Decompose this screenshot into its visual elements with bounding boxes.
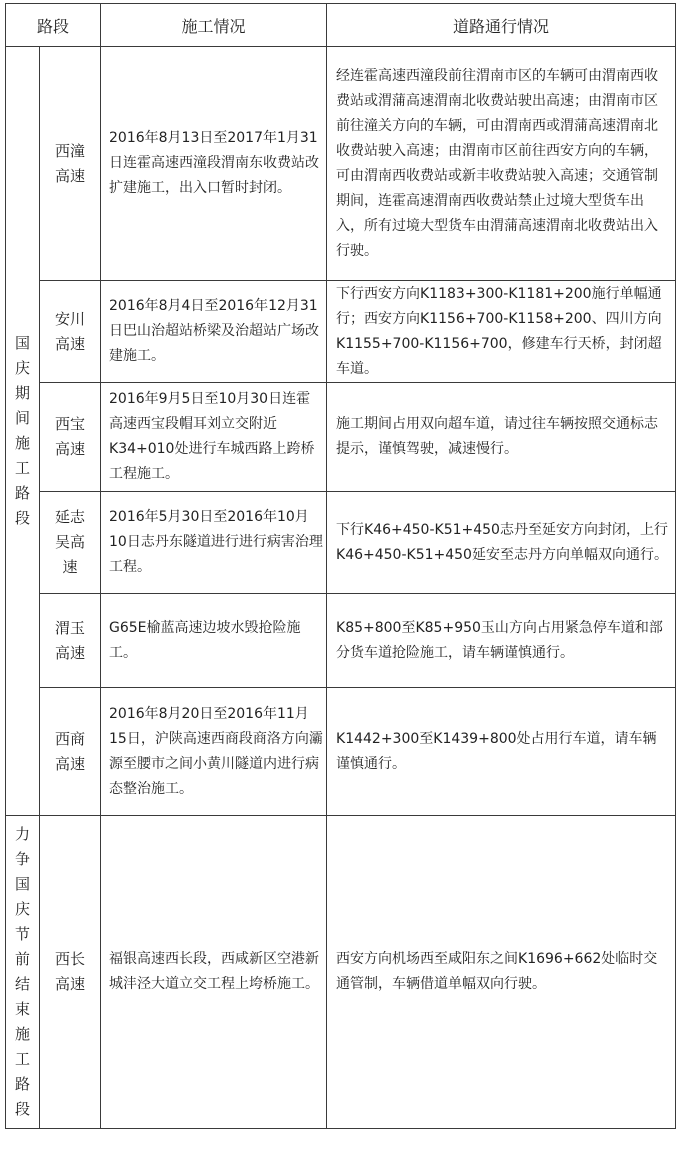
header-construction: 施工情况 [101, 4, 327, 47]
traffic-cell: K1442+300至K1439+800处占用行车道，请车辆谨慎通行。 [327, 688, 676, 816]
header-section: 路段 [6, 4, 101, 47]
table-row [6, 688, 676, 816]
table-row [6, 594, 676, 688]
table-row [6, 47, 676, 281]
group-label: 国 庆 期 间 施 工 路 段 [6, 47, 40, 816]
table-row [6, 816, 676, 1129]
traffic-cell: 下行西安方向K1183+300-K1181+200施行单幅通行；西安方向K1156+700-K1158+200、四川方向K1155+700-K1156+700，修建车行天桥，封闭超车道。 [327, 281, 676, 383]
construction-table [5, 3, 676, 1129]
construction-cell: 2016年5月30日至2016年10月10日志丹东隧道进行进行病害治理工程。 [101, 492, 327, 594]
traffic-cell: 下行K46+450-K51+450志丹至延安方向封闭，上行K46+450-K51+450延安至志丹方向单幅双向通行。 [327, 492, 676, 594]
table-row [6, 492, 676, 594]
construction-cell: 2016年9月5日至10月30日连霍高速西宝段帽耳刘立交附近K34+010处进行车城西路上跨桥工程施工。 [101, 383, 327, 492]
road-name: 延志 吴高 速 [40, 492, 101, 594]
construction-cell: G65E榆蓝高速边坡水毁抢险施工。 [101, 594, 327, 688]
construction-cell: 2016年8月4日至2016年12月31日巴山治超站桥梁及治超站广场改建施工。 [101, 281, 327, 383]
road-name: 西商 高速 [40, 688, 101, 816]
group-label: 力 争 国 庆 节 前 结 束 施 工 路 段 [6, 816, 40, 1129]
header-traffic: 道路通行情况 [327, 4, 676, 47]
table-row [6, 281, 676, 383]
traffic-cell: 施工期间占用双向超车道，请过往车辆按照交通标志提示，谨慎驾驶，减速慢行。 [327, 383, 676, 492]
construction-cell: 2016年8月20日至2016年11月15日，沪陕高速西商段商洛方向灞源至腰市之间小黄川隧道内进行病态整治施工。 [101, 688, 327, 816]
traffic-cell: K85+800至K85+950玉山方向占用紧急停车道和部分货车道抢险施工，请车辆谨慎通行。 [327, 594, 676, 688]
traffic-cell: 经连霍高速西潼段前往渭南市区的车辆可由渭南西收费站或渭蒲高速渭南北收费站驶出高速；由渭南市区前往潼关方向的车辆，可由渭南西或渭蒲高速渭南北收费站驶入高速；由渭南市区前往西安方向的车辆，可由渭南西收费站或新丰收费站驶入高速；交通管制期间，连霍高速渭南西收费站禁止过境大型货车出入，所有过境大型货车由渭蒲高速渭南北收费站出入行驶。 [327, 47, 676, 281]
road-name: 西宝 高速 [40, 383, 101, 492]
traffic-cell: 西安方向机场西至咸阳东之间K1696+662处临时交通管制，车辆借道单幅双向行驶。 [327, 816, 676, 1129]
construction-cell: 福银高速西长段，西咸新区空港新城沣泾大道立交工程上垮桥施工。 [101, 816, 327, 1129]
table-row [6, 383, 676, 492]
road-name: 西长 高速 [40, 816, 101, 1129]
construction-cell: 2016年8月13日至2017年1月31日连霍高速西潼段渭南东收费站改扩建施工，出入口暂时封闭。 [101, 47, 327, 281]
road-name: 安川 高速 [40, 281, 101, 383]
road-name: 渭玉 高速 [40, 594, 101, 688]
header-row [6, 4, 676, 47]
road-name: 西潼 高速 [40, 47, 101, 281]
